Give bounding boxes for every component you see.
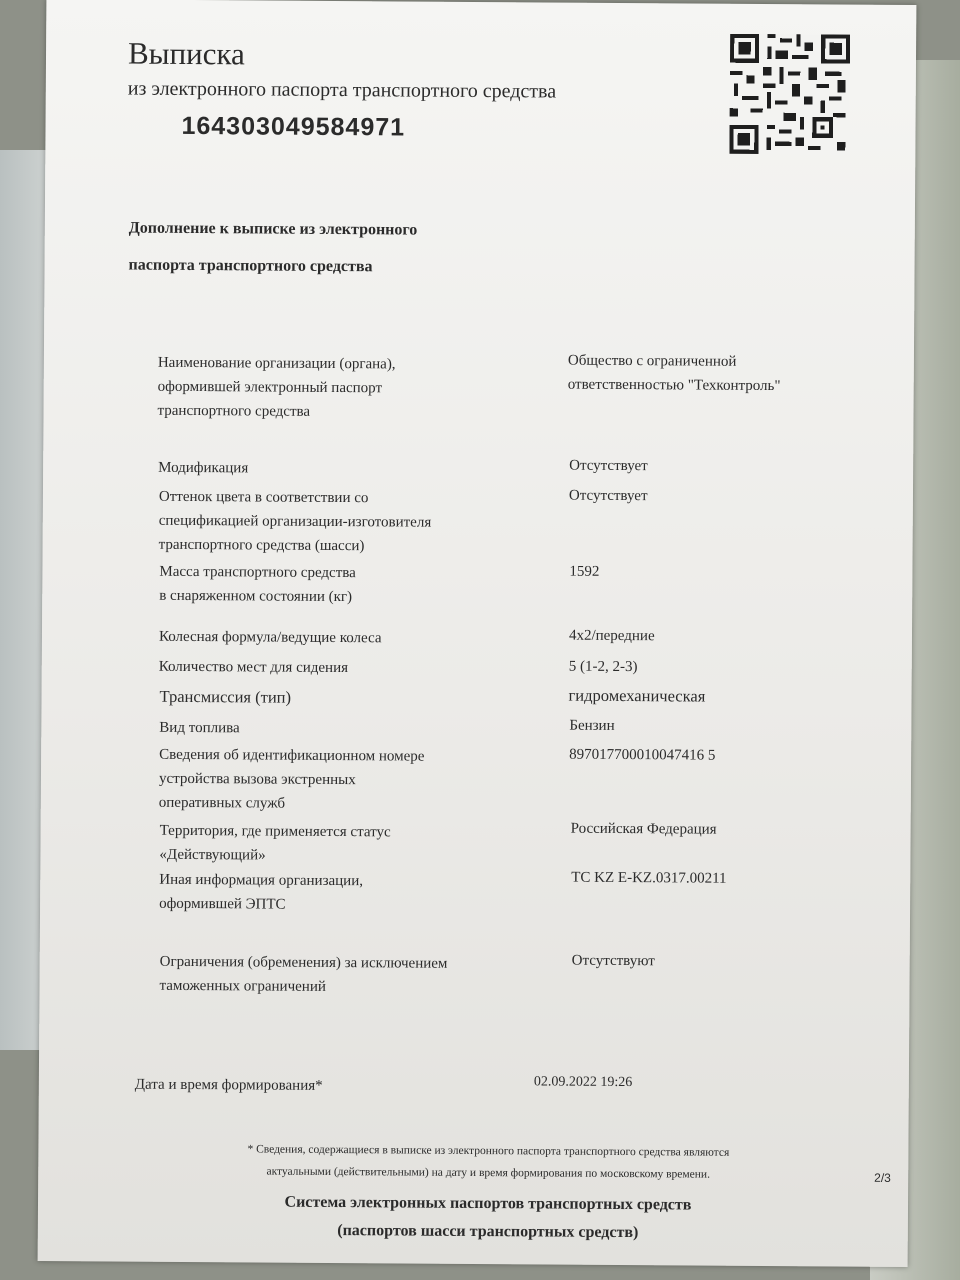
row-label-wheel-formula: Колесная формула/ведущие колеса [158, 628, 382, 647]
system-name-line-1: Система электронных паспортов транспортных средств [284, 1193, 692, 1214]
footnote-line-2: актуальными (действительными) на дату и время формирования по московскому времени. [266, 1165, 711, 1181]
row-value-seats: 5 (1-2, 2-3) [568, 658, 638, 676]
row-label-seats: Количество мест для сидения [158, 658, 349, 677]
qr-code-icon [729, 34, 850, 155]
row-label-modification: Модификация [158, 459, 249, 477]
row-value-territory: Российская Федерация [570, 820, 717, 838]
footnote [148, 1138, 828, 1187]
row-label-restrictions: Ограничения (обременения) за исключением таможенных ограничений [159, 953, 448, 995]
system-name [188, 1188, 788, 1248]
document-title: Выписка [127, 35, 245, 72]
section-title-line-2: паспорта транспортного средства [128, 256, 373, 276]
document-subtitle: из электронного паспорта транспортного средства [127, 77, 557, 103]
row-value-restrictions: Отсутствуют [571, 952, 655, 970]
page-number: 2/3 [874, 1170, 891, 1185]
row-label-emergency-call-id: Сведения об идентификационном номере устройства вызова экстренных оперативных служб [158, 746, 425, 812]
document-page [38, 0, 917, 1267]
row-value-mass: 1592 [569, 563, 600, 580]
row-value-color-shade: Отсутствует [568, 487, 648, 505]
row-label-organization: Наименование организации (органа), оформившей электронный паспорт транспортного средства [157, 354, 396, 420]
row-value-other-info: ТС KZ E-KZ.0317.00211 [571, 869, 727, 887]
row-value-modification: Отсутствует [569, 457, 648, 475]
formation-date-value: 02.09.2022 19:26 [533, 1074, 633, 1091]
row-label-transmission: Трансмиссия (тип) [159, 686, 292, 707]
row-value-organization: Общество с ограниченной ответственностью "Техконтроль" [567, 352, 781, 395]
row-label-mass: Масса транспортного средства в снаряженном состоянии (кг) [159, 563, 356, 606]
footnote-line-1: * Сведения, содержащиеся в выписке из электронного паспорта транспортного средства являются [247, 1143, 730, 1159]
row-label-fuel: Вид топлива [159, 719, 240, 737]
section-title-line-1: Дополнение к выписке из электронного [128, 219, 418, 239]
row-label-color-shade: Оттенок цвета в соответствии со спецификацией организации-изготовителя транспортного средства (шасси) [158, 488, 432, 555]
row-label-other-info: Иная информация организации, оформившей ЭПТС [159, 871, 364, 913]
row-value-wheel-formula: 4x2/передние [568, 627, 655, 645]
row-value-transmission: гидромеханическая [568, 685, 706, 706]
row-label-territory: Территория, где применяется статус «Действующий» [159, 822, 391, 864]
row-value-fuel: Бензин [569, 717, 615, 734]
formation-date-label: Дата и время формирования* [134, 1076, 323, 1094]
document-number: 164303049584971 [181, 111, 406, 142]
row-value-emergency-call-id: 897017700010047416 5 [569, 746, 716, 764]
system-name-line-2: (паспортов шасси транспортных средств) [337, 1222, 639, 1242]
